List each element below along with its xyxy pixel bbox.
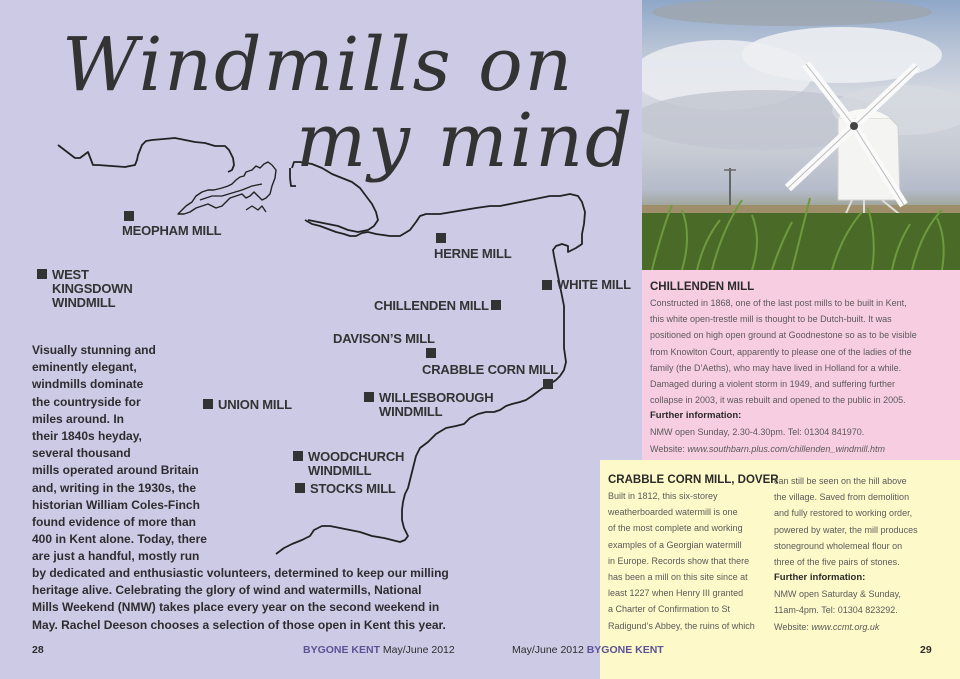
left-running-footer <box>303 644 455 656</box>
right-running-footer <box>512 644 664 656</box>
intro-line: Mills Weekend (NMW) takes place every year on the second weekend in <box>32 600 440 615</box>
chillenden-body <box>650 295 917 457</box>
intro-line: historian William Coles-Finch <box>32 497 200 512</box>
body-line: this white open-trestle mill is thought to be Dutch-built. It was <box>650 314 892 325</box>
mill-label-davisons: DAVISON’S MILL <box>333 331 435 346</box>
mill-marker-icon <box>543 379 553 389</box>
right-page-number: 29 <box>920 644 932 656</box>
body-line: collapse in 2003, it was rebuilt and opened to the public in 2005. <box>650 395 906 406</box>
mill-label-crabble: CRABBLE CORN MILL <box>422 362 558 377</box>
crabble-column-1 <box>608 472 779 634</box>
mill-label-west-kingsdown-3: WINDMILL <box>52 295 116 310</box>
body-line: least 1227 when Henry III granted <box>608 588 744 599</box>
issue-date: May/June 2012 <box>380 644 455 656</box>
body-line: of the most complete and working <box>608 523 743 534</box>
mill-marker-icon <box>295 483 305 493</box>
mill-marker-icon <box>124 211 134 221</box>
body-line: and fully restored to working order, <box>774 508 913 519</box>
crabble-heading: CRABBLE CORN MILL, DOVER <box>608 474 779 486</box>
body-line: Built in 1812, this six-storey <box>608 491 718 501</box>
intro-line: May. Rachel Deeson chooses a selection of those open in Kent this year. <box>32 617 446 632</box>
mill-label-meopham: MEOPHAM MILL <box>122 223 222 238</box>
mill-label-union: UNION MILL <box>218 397 292 412</box>
magazine-brand: BYGONE KENT <box>586 644 664 656</box>
intro-line: the countryside for <box>32 394 141 409</box>
mill-label-white: WHITE MILL <box>557 277 631 292</box>
body-line: can still be seen on the hill above <box>774 476 907 486</box>
opening-times: 11am-4pm. Tel: 01304 823292. <box>774 605 898 616</box>
issue-date: May/June 2012 <box>512 644 587 656</box>
website-label: Website: <box>650 443 688 454</box>
body-line: three of the five pairs of stones. <box>774 557 900 568</box>
mill-marker-icon <box>542 280 552 290</box>
intro-line: are just a handful, mostly run <box>32 549 200 564</box>
article-title-line-1: Windmills on <box>62 22 575 108</box>
body-line: positioned on high open ground at Goodnestone so as to be visible <box>650 330 917 341</box>
body-line: Radigund’s Abbey, the ruins of which <box>608 620 755 631</box>
article-title-line-2: my mind <box>296 98 635 184</box>
intro-line: by dedicated and enthusiastic volunteers, determined to keep our milling <box>32 566 449 580</box>
website-line <box>650 441 917 457</box>
mill-marker-icon <box>436 233 446 243</box>
intro-line: miles around. In <box>32 411 125 426</box>
mill-label-willesborough-2: WINDMILL <box>379 404 443 419</box>
body-line: Constructed in 1868, one of the last post mills to be built in Kent, <box>650 298 907 308</box>
mill-marker-icon <box>37 269 47 279</box>
intro-line: and, writing in the 1930s, the <box>32 480 197 495</box>
intro-line: their 1840s heyday, <box>32 429 142 444</box>
mill-label-west-kingsdown-2: KINGSDOWN <box>52 281 133 296</box>
mill-marker-icon <box>426 348 436 358</box>
intro-paragraph-bottom <box>32 565 462 634</box>
body-line: weatherboarded watermill is one <box>608 507 738 518</box>
further-info-label: Further information: <box>774 572 866 584</box>
website-link[interactable]: www.ccmt.org.uk <box>811 621 880 632</box>
body-line: examples of a Georgian watermill <box>608 539 742 550</box>
intro-line: eminently elegant, <box>32 360 137 375</box>
left-page-number: 28 <box>32 644 44 656</box>
body-line: the village. Saved from demolition <box>774 492 910 503</box>
intro-line: windmills dominate <box>32 377 144 392</box>
mill-label-chillenden: CHILLENDEN MILL <box>374 298 489 313</box>
body-line: stoneground wholemeal flour on <box>774 540 903 551</box>
crabble-column-2 <box>774 473 918 635</box>
body-line: Damaged during a violent storm in 1949, and suffering further <box>650 379 895 390</box>
body-line: a Charter of Confirmation to St <box>608 604 731 615</box>
intro-paragraph-top <box>32 342 242 566</box>
windmill-photo <box>642 0 960 270</box>
chillenden-heading: CHILLENDEN MILL <box>650 281 755 293</box>
body-line: from Knowlton Court, apparently to please one of the ladies of the <box>650 346 912 357</box>
mill-marker-icon <box>293 451 303 461</box>
website-label: Website: <box>774 621 812 632</box>
magazine-brand: BYGONE KENT <box>303 644 381 656</box>
intro-line: several thousand <box>32 446 131 461</box>
body-line: family (the D’Aeths), who may have lived in Holland for a while. <box>650 362 902 373</box>
intro-line: Visually stunning and <box>32 343 156 357</box>
body-line: has been a mill on this site since at <box>608 572 748 583</box>
mill-label-woodchurch-2: WINDMILL <box>308 463 372 478</box>
mill-label-herne: HERNE MILL <box>434 246 512 261</box>
opening-times: NMW open Saturday & Sunday, <box>774 589 901 600</box>
mill-label-west-kingsdown-1: WEST <box>52 267 89 282</box>
mill-label-woodchurch-1: WOODCHURCH <box>308 449 405 464</box>
chillenden-mill-box <box>642 270 960 462</box>
website-line <box>774 619 918 635</box>
intro-line: 400 in Kent alone. Today, there <box>32 532 207 547</box>
opening-times: NMW open Sunday, 2.30-4.30pm. Tel: 01304 841970. <box>650 427 865 438</box>
mill-marker-icon <box>491 300 501 310</box>
mill-label-stocks: STOCKS MILL <box>310 481 396 496</box>
body-line: powered by water, the mill produces <box>774 524 918 535</box>
intro-line: heritage alive. Celebrating the glory of wind and watermills, National <box>32 583 422 598</box>
windmill-illustration <box>642 0 960 270</box>
mill-label-willesborough-1: WILLESBOROUGH <box>379 390 494 405</box>
intro-line: found evidence of more than <box>32 515 197 530</box>
further-info-label: Further information: <box>650 410 742 422</box>
website-link[interactable]: www.southbarn.plus.com/chillenden_windmill.htm <box>687 443 885 454</box>
body-line: in Europe. Records show that there <box>608 555 750 566</box>
intro-line: mills operated around Britain <box>32 463 199 478</box>
mill-marker-icon <box>364 392 374 402</box>
